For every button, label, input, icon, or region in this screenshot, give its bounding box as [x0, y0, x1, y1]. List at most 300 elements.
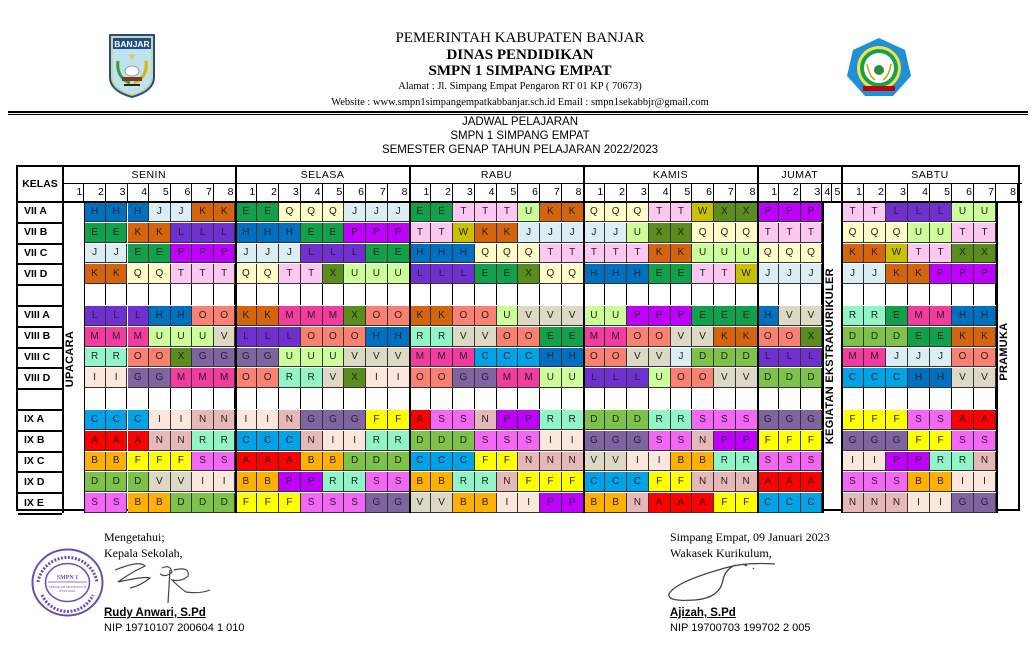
empty-cell [864, 284, 886, 305]
period-number: 1 [76, 186, 83, 198]
period-number: 5 [944, 186, 950, 198]
subject-cell: K [671, 244, 693, 264]
subject-cell: S [714, 410, 736, 430]
grid-line [18, 243, 62, 245]
grid-line [583, 167, 585, 513]
extracurricular-label: KEGIATAN EKSTRAKURIKULER [824, 268, 837, 446]
subject-cell: P [952, 264, 974, 284]
subject-cell: G [584, 431, 606, 451]
subject-cell: R [453, 472, 475, 492]
subject-cell: A [952, 410, 974, 430]
subject-cell: C [410, 452, 432, 472]
subject-cell: H [388, 327, 410, 347]
subject-cell: C [128, 410, 150, 430]
subject-cell: T [214, 264, 236, 284]
subject-cell: U [584, 306, 606, 326]
subject-cell: J [171, 202, 193, 222]
empty-cell [410, 388, 432, 409]
subject-cell: P [562, 493, 584, 513]
empty-cell [344, 388, 366, 409]
empty-cell [692, 388, 714, 409]
subject-cell: C [431, 452, 453, 472]
subject-cell: H [366, 327, 388, 347]
document-school: SMPN 1 SIMPANG EMPAT [450, 130, 590, 142]
subject-cell: X [344, 368, 366, 388]
subject-cell: V [974, 368, 996, 388]
grid-line [18, 326, 62, 328]
subject-cell: L [431, 264, 453, 284]
subject-cell: V [540, 306, 562, 326]
subject-cell: G [128, 368, 150, 388]
subject-cell: D [171, 493, 193, 513]
subject-cell: J [344, 202, 366, 222]
subject-cell: H [584, 264, 606, 284]
svg-text:SEKOLAH MENENGAH: SEKOLAH MENENGAH [48, 585, 87, 589]
subject-cell: B [323, 452, 345, 472]
subject-cell: D [779, 368, 801, 388]
subject-cell: U [171, 327, 193, 347]
subject-cell: A [692, 493, 714, 513]
empty-cell [540, 388, 562, 409]
grid-line [18, 263, 62, 265]
subject-cell: A [410, 410, 432, 430]
subject-cell: C [842, 368, 864, 388]
subject-cell: U [344, 264, 366, 284]
subject-cell: P [279, 472, 301, 492]
subject-cell: X [344, 306, 366, 326]
subject-cell: I [497, 493, 519, 513]
subject-cell: A [779, 472, 801, 492]
subject-cell: C [779, 493, 801, 513]
letterhead-divider [8, 111, 1028, 113]
subject-cell: R [84, 348, 106, 368]
subject-cell: T [301, 264, 323, 284]
subject-cell: L [410, 264, 432, 284]
subject-cell: Q [864, 223, 886, 243]
subject-cell: R [475, 472, 497, 492]
subject-cell: S [388, 472, 410, 492]
subject-cell: D [388, 452, 410, 472]
subject-cell: B [301, 452, 323, 472]
subject-cell: P [714, 431, 736, 451]
subject-cell: E [236, 202, 258, 222]
subject-cell: C [518, 348, 540, 368]
subject-cell: L [908, 202, 930, 222]
signing-place-date: Simpang Empat, 09 Januari 2023 [670, 530, 830, 544]
subject-cell: O [388, 306, 410, 326]
empty-cell [279, 284, 301, 305]
empty-cell [171, 284, 193, 305]
subject-cell: X [974, 244, 996, 264]
empty-cell [714, 388, 736, 409]
subject-cell: R [214, 431, 236, 451]
subject-cell: F [908, 431, 930, 451]
department-title: DINAS PENDIDIKAN [446, 47, 594, 63]
subject-cell: I [930, 493, 952, 513]
subject-cell: Q [497, 244, 519, 264]
subject-cell: H [453, 244, 475, 264]
grid-line [84, 201, 85, 513]
subject-cell: D [692, 348, 714, 368]
empty-cell [475, 388, 497, 409]
subject-cell: U [952, 202, 974, 222]
subject-cell: E [84, 223, 106, 243]
subject-cell: H [171, 306, 193, 326]
subject-cell: B [84, 452, 106, 472]
principal-nip: NIP 19710107 200604 1 010 [104, 622, 245, 634]
period-number: 2 [98, 186, 104, 198]
subject-cell: K [974, 327, 996, 347]
grid-line [18, 471, 62, 473]
subject-cell: S [649, 431, 671, 451]
subject-cell: L [627, 368, 649, 388]
subject-cell: Q [301, 202, 323, 222]
subject-cell: C [106, 410, 128, 430]
period-number: 7 [553, 186, 560, 198]
subject-cell: T [649, 202, 671, 222]
subject-cell: S [453, 410, 475, 430]
empty-cell [605, 388, 627, 409]
subject-cell: C [257, 431, 279, 451]
subject-cell: G [842, 431, 864, 451]
subject-cell: I [323, 431, 345, 451]
subject-cell: R [562, 410, 584, 430]
subject-cell: R [323, 472, 345, 492]
subject-cell: J [562, 223, 584, 243]
subject-cell: F [930, 431, 952, 451]
period-number: 8 [1010, 186, 1016, 198]
subject-cell: V [344, 348, 366, 368]
subject-cell: V [149, 472, 171, 492]
empty-cell [388, 388, 410, 409]
empty-cell [584, 284, 606, 305]
grid-line [18, 409, 62, 411]
subject-cell: S [192, 452, 214, 472]
subject-cell: X [952, 244, 974, 264]
subject-cell: T [842, 202, 864, 222]
subject-cell: K [257, 306, 279, 326]
period-number: 5 [336, 186, 343, 198]
subject-cell: A [84, 431, 106, 451]
subject-cell: K [952, 327, 974, 347]
subject-cell: M [279, 306, 301, 326]
subject-cell: Q [842, 223, 864, 243]
subject-cell: V [736, 368, 758, 388]
subject-cell: R [930, 452, 952, 472]
principal-name: Rudy Anwari, S.Pd [104, 607, 206, 619]
empty-cell [736, 388, 758, 409]
subject-cell: Q [236, 264, 258, 284]
subject-cell: D [801, 368, 823, 388]
subject-cell: N [692, 472, 714, 492]
subject-cell: U [540, 368, 562, 388]
subject-cell: Q [758, 244, 780, 264]
empty-cell [257, 388, 279, 409]
grid-line [18, 513, 62, 515]
subject-cell: T [627, 244, 649, 264]
subject-cell: N [692, 431, 714, 451]
empty-cell [453, 388, 475, 409]
subject-cell: N [475, 410, 497, 430]
subject-cell: L [801, 348, 823, 368]
day-header-kamis: KAMIS [652, 169, 689, 181]
empty-cell [930, 388, 952, 409]
subject-cell: C [584, 472, 606, 492]
period-number: 4 [824, 186, 831, 198]
subject-cell: B [149, 493, 171, 513]
subject-cell: J [930, 348, 952, 368]
subject-cell: I [214, 472, 236, 492]
subject-cell: C [758, 493, 780, 513]
subject-cell: N [518, 452, 540, 472]
subject-cell: R [106, 348, 128, 368]
subject-cell: H [236, 223, 258, 243]
subject-cell: M [301, 306, 323, 326]
subject-cell: Q [518, 244, 540, 264]
day-header-jumat: JUMAT [781, 169, 819, 181]
subject-cell: B [584, 493, 606, 513]
subject-cell: D [584, 410, 606, 430]
school-stamp [30, 545, 105, 620]
subject-cell: N [886, 493, 908, 513]
subject-cell: X [801, 327, 823, 347]
subject-cell: K [908, 264, 930, 284]
subject-cell: J [540, 223, 562, 243]
empty-cell [236, 388, 258, 409]
period-number: 4 [141, 186, 148, 198]
subject-cell: H [128, 202, 150, 222]
empty-cell [366, 284, 388, 305]
subject-cell: S [842, 472, 864, 492]
period-number: 3 [814, 186, 821, 198]
subject-cell: V [584, 452, 606, 472]
empty-cell [149, 388, 171, 409]
subject-cell: B [908, 472, 930, 492]
empty-cell [842, 284, 864, 305]
subject-cell: O [497, 327, 519, 347]
subject-cell: I [257, 410, 279, 430]
empty-cell [952, 284, 974, 305]
grid-line [235, 167, 237, 513]
subject-cell: H [930, 368, 952, 388]
period-number: 2 [792, 186, 799, 198]
subject-cell: N [736, 472, 758, 492]
grid-line [18, 388, 62, 390]
subject-cell: S [930, 410, 952, 430]
empty-cell [671, 388, 693, 409]
subject-cell: D [605, 410, 627, 430]
empty-cell [842, 388, 864, 409]
subject-cell: H [908, 368, 930, 388]
subject-cell: F [388, 410, 410, 430]
period-number: 6 [706, 186, 712, 198]
schedule-table [16, 165, 1020, 511]
subject-cell: A [128, 431, 150, 451]
subject-cell: G [627, 431, 649, 451]
subject-cell: F [714, 493, 736, 513]
subject-cell: T [171, 264, 193, 284]
subject-cell: D [366, 452, 388, 472]
empty-cell [323, 284, 345, 305]
subject-cell: O [758, 327, 780, 347]
empty-cell [649, 388, 671, 409]
subject-cell: M [930, 306, 952, 326]
grid-line [18, 201, 1022, 203]
subject-cell: B [128, 493, 150, 513]
subject-cell: F [236, 493, 258, 513]
subject-cell: F [540, 472, 562, 492]
subject-cell: J [236, 244, 258, 264]
subject-cell: I [344, 431, 366, 451]
subject-cell: I [518, 493, 540, 513]
subject-cell: L [779, 348, 801, 368]
grid-line [18, 451, 62, 453]
subject-cell: B [671, 452, 693, 472]
subject-cell: R [714, 452, 736, 472]
subject-cell: F [366, 410, 388, 430]
subject-cell: E [128, 244, 150, 264]
subject-cell: V [649, 348, 671, 368]
subject-cell: B [605, 493, 627, 513]
subject-cell: V [627, 348, 649, 368]
period-number: 4 [488, 186, 495, 198]
subject-cell: E [671, 264, 693, 284]
subject-cell: W [886, 244, 908, 264]
subject-cell: U [388, 264, 410, 284]
subject-cell: O [323, 327, 345, 347]
subject-cell: V [692, 327, 714, 347]
subject-cell: I [106, 368, 128, 388]
subject-cell: Q [736, 223, 758, 243]
empty-cell [106, 388, 128, 409]
subject-cell: V [605, 452, 627, 472]
subject-cell: N [864, 493, 886, 513]
subject-cell: M [84, 327, 106, 347]
empty-cell [192, 388, 214, 409]
subject-cell: D [864, 327, 886, 347]
empty-cell [192, 284, 214, 305]
subject-cell: P [171, 244, 193, 264]
period-number: 1 [249, 186, 256, 198]
subject-cell: D [106, 472, 128, 492]
subject-cell: F [864, 410, 886, 430]
subject-cell: D [453, 431, 475, 451]
class-label: VIII D [24, 371, 51, 384]
subject-cell: Q [128, 264, 150, 284]
subject-cell: G [323, 410, 345, 430]
subject-cell: E [388, 244, 410, 264]
subject-cell: T [930, 244, 952, 264]
subject-cell: J [779, 264, 801, 284]
empty-cell [714, 284, 736, 305]
subject-cell: T [192, 264, 214, 284]
subject-cell: K [649, 244, 671, 264]
empty-cell [671, 284, 693, 305]
subject-cell: P [908, 452, 930, 472]
subject-cell: G [214, 348, 236, 368]
subject-cell: S [974, 431, 996, 451]
subject-cell: V [714, 368, 736, 388]
grid-line [409, 167, 411, 513]
class-label: IX D [24, 475, 45, 488]
subject-cell: T [584, 244, 606, 264]
subject-cell: V [171, 472, 193, 492]
subject-cell: B [106, 452, 128, 472]
subject-cell: S [952, 431, 974, 451]
empty-cell [801, 284, 823, 305]
upacara-label: UPACARA [64, 330, 76, 387]
subject-cell: V [562, 306, 584, 326]
empty-cell [649, 284, 671, 305]
subject-cell: B [453, 493, 475, 513]
subject-cell: O [518, 327, 540, 347]
subject-cell: F [758, 431, 780, 451]
grid-line [18, 284, 62, 286]
subject-cell: E [301, 223, 323, 243]
subject-cell: H [758, 306, 780, 326]
empty-cell [214, 284, 236, 305]
subject-cell: J [149, 202, 171, 222]
subject-cell: U [605, 306, 627, 326]
subject-cell: I [540, 431, 562, 451]
subject-cell: Q [257, 264, 279, 284]
period-number: 6 [184, 186, 191, 198]
subject-cell: F [562, 472, 584, 492]
subject-cell: I [908, 493, 930, 513]
subject-cell: D [214, 493, 236, 513]
subject-cell: L [584, 368, 606, 388]
subject-cell: M [908, 306, 930, 326]
school-address: Alamat : Jl. Simpang Empat Pengaron RT 01 KP ( 70673) [398, 81, 642, 92]
period-number: 7 [727, 186, 734, 198]
subject-cell: T [453, 202, 475, 222]
subject-cell: L [758, 348, 780, 368]
period-number: 1 [597, 186, 604, 198]
period-number: 1 [423, 186, 430, 198]
subject-cell: C [864, 368, 886, 388]
empty-cell [974, 284, 996, 305]
empty-cell [518, 284, 540, 305]
period-number: 2 [878, 186, 884, 198]
subject-cell: V [518, 306, 540, 326]
subject-cell: H [279, 223, 301, 243]
class-label: VIII C [24, 350, 51, 363]
empty-cell [257, 284, 279, 305]
period-number: 3 [292, 186, 299, 198]
subject-cell: T [279, 264, 301, 284]
subject-cell: Q [779, 244, 801, 264]
subject-cell: K [562, 202, 584, 222]
empty-cell [301, 388, 323, 409]
subject-cell: P [801, 202, 823, 222]
subject-cell: U [627, 223, 649, 243]
grid-line [1017, 183, 1018, 201]
subject-cell: X [714, 202, 736, 222]
subject-cell: J [84, 244, 106, 264]
empty-cell [344, 284, 366, 305]
subject-cell: W [736, 264, 758, 284]
period-number: 4 [662, 186, 669, 198]
subject-cell: R [366, 431, 388, 451]
empty-cell [758, 284, 780, 305]
empty-cell [301, 284, 323, 305]
subject-cell: E [149, 244, 171, 264]
subject-cell: O [128, 348, 150, 368]
subject-cell: C [84, 410, 106, 430]
subject-cell: O [366, 306, 388, 326]
subject-cell: P [388, 223, 410, 243]
subject-cell: S [758, 452, 780, 472]
